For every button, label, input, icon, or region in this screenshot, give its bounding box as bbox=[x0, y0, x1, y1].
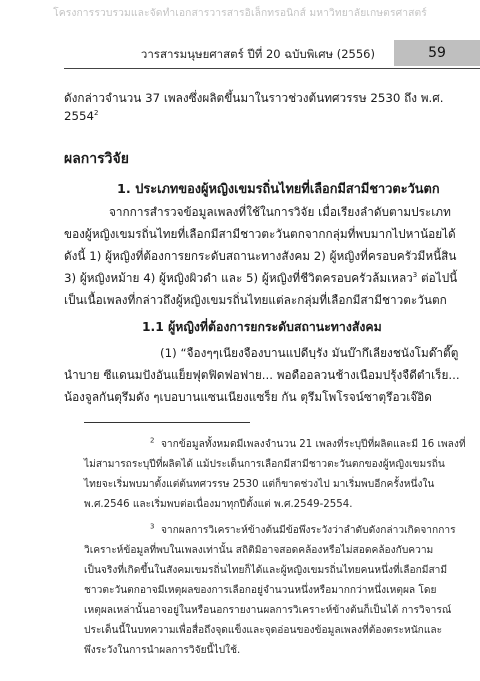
lyric-line-2: นำบาย ซีแดนมปังอันแย็ยฟุตฟิดฟอฟาย... พอดืออลวนช้างเนือมปรุ้งจืดีตำเร็ย... bbox=[64, 368, 460, 382]
footnote-3-text-1: จากผลการวิเคราะห์ข้างต้นมีข้อพึงระวังว่าลำดับดังกล่าวเกิดจากการ bbox=[160, 525, 456, 536]
paragraph-line-4 bbox=[64, 269, 457, 288]
footnote-2-line-2: ไม่สามารถระบุปีที่ผลิตได้ แม้ประเด็นการเลือกมีสามีชาวตะวันตกของผู้หญิงเขมรถิ่น bbox=[84, 459, 445, 470]
intro-line-2 bbox=[64, 109, 99, 123]
subsection-heading: 1. ประเภทของผู้หญิงเขมรถิ่นไทยที่เลือกมีสามีชาวตะวันตก bbox=[117, 182, 440, 197]
footnote-3-line-7: พึงระวังในการนำผลการวิจัยนี้ไปใช้. bbox=[84, 645, 241, 656]
footnote-2-text-1: จากข้อมูลทั้งหมดมีเพลงจำนวน 21 เพลงที่ระบุปีที่ผลิตและมี 16 เพลงที่ bbox=[160, 439, 466, 450]
lyric-line-3: น้องจูลกันตุรึมดัง ๆเบอบานแซนเนียงแซร็ย กัน ตุรึมโพโรจน์ซาตุรึอวเจ๊อิด bbox=[64, 390, 432, 404]
footnote-3-line-2: วิเคราะห์ข้อมูลที่พบในเพลงเท่านั้น สถิติมิอาจสอดคล้องหรือไม่สอดคล้องกับความ bbox=[84, 545, 434, 556]
paragraph-line-4-tail: ต่อไปนี้ bbox=[417, 271, 458, 285]
paragraph-line-4-text: 3) ผู้หญิงหม้าย 4) ผู้หญิงผิวดำ และ 5) ผู้หญิงที่ชีวิตครอบครัวล้มเหลว bbox=[64, 271, 413, 285]
footnote-3-line-4: ชาวตะวันตกอาจมีเหตุผลของการเลือกอยู่จำนวนหนึ่งหรือมากกว่าหนึ่งเหตุผล โดย bbox=[84, 585, 437, 596]
footnote-3-line-1 bbox=[150, 522, 456, 538]
paragraph-line-2: ของผู้หญิงเขมรถิ่นไทยที่เลือกมีสามีชาวตะวันตกจากกลุ่มที่พบมากไปหาน้อยได้ bbox=[64, 227, 456, 241]
footnote-2-line-1 bbox=[150, 436, 466, 452]
footnote-ref-3: 3 bbox=[412, 271, 418, 280]
footnote-3-line-3: เป็นจริงที่เกิดขึ้นในสังคมเขมรถิ่นไทยก็ได้และผู้หญิงเขมรถิ่นไทยคนหนึ่งที่เลือกมีสามี bbox=[84, 565, 448, 576]
footnote-3-line-5: เหตุผลเหล่านั้นอาจอยู่ในหรือนอกรายงานผลการวิเคราะห์ข้างต้นก็เป็นได้ การวิจารณ์ bbox=[84, 605, 452, 616]
footnote-2-number: 2 bbox=[150, 436, 155, 445]
footnote-2-line-3: ไทยจะเริ่มพบมาตั้งแต่ต้นทศวรรษ 2530 แต่ก็ขาดช่วงไป มาเริ่มพบอีกครั้งหนึ่งใน bbox=[84, 479, 435, 490]
footnote-ref-2: 2 bbox=[94, 109, 99, 118]
lyric-line-1: (1) “จืองๆๆเนียงจืองบานแปดีบฺรัง มันบ๊ากึเลียงชนังโมด๊าตี๊ตู bbox=[160, 346, 459, 360]
intro-line-1: ดังกล่าวจำนวน 37 เพลงซึ่งผลิตขึ้นมาในราวช่วงต้นทศวรรษ 2530 ถึง พ.ศ. bbox=[64, 91, 444, 105]
paragraph-line-1: จากการสำรวจข้อมูลเพลงที่ใช้ในการวิจัย เมื่อเรียงลำดับตามประเภท bbox=[109, 205, 451, 219]
subsection-1-1-heading: 1.1 ผู้หญิงที่ต้องการยกระดับสถานะทางสังคม bbox=[142, 320, 382, 334]
page-number: 59 bbox=[394, 40, 480, 66]
footnote-2-line-4: พ.ศ.2546 และเริ่มพบต่อเนื่องมาทุกปีตั้งแต่ พ.ศ.2549-2554. bbox=[84, 499, 353, 510]
page-header bbox=[0, 40, 480, 68]
paragraph-line-3: ดังนี้ 1) ผู้หญิงที่ต้องการยกระดับสถานะทางสังคม 2) ผู้หญิงที่ครอบครัวมีหนี้สิน bbox=[64, 249, 457, 263]
footnote-3-line-6: ประเด็นนี้ในบทความเพื่อสื่อถึงจุดแข็งและจุดอ่อนของข้อมูลเพลงที่ต้องตระหนักและ bbox=[84, 625, 443, 636]
section-heading: ผลการวิจัย bbox=[64, 151, 129, 167]
footnote-rule bbox=[84, 422, 250, 423]
journal-title: วารสารมนุษยศาสตร์ ปีที่ 20 ฉบับพิเศษ (2556) bbox=[140, 47, 375, 61]
footnote-3-number: 3 bbox=[150, 522, 155, 531]
intro-year: 2554 bbox=[64, 109, 95, 123]
header-rule bbox=[64, 68, 480, 69]
paragraph-line-5: เป็นเนื้อเพลงที่กล่าวถึงผู้หญิงเขมรถิ่นไทยแต่ละกลุ่มที่เลือกมีสามีชาวตะวันตก bbox=[64, 293, 447, 307]
watermark-text: โครงการรวบรวมและจัดทำเอกสารวารสารอิเล็กทรอนิกส์ มหาวิทยาลัยเกษตรศาสตร์ bbox=[53, 7, 427, 19]
